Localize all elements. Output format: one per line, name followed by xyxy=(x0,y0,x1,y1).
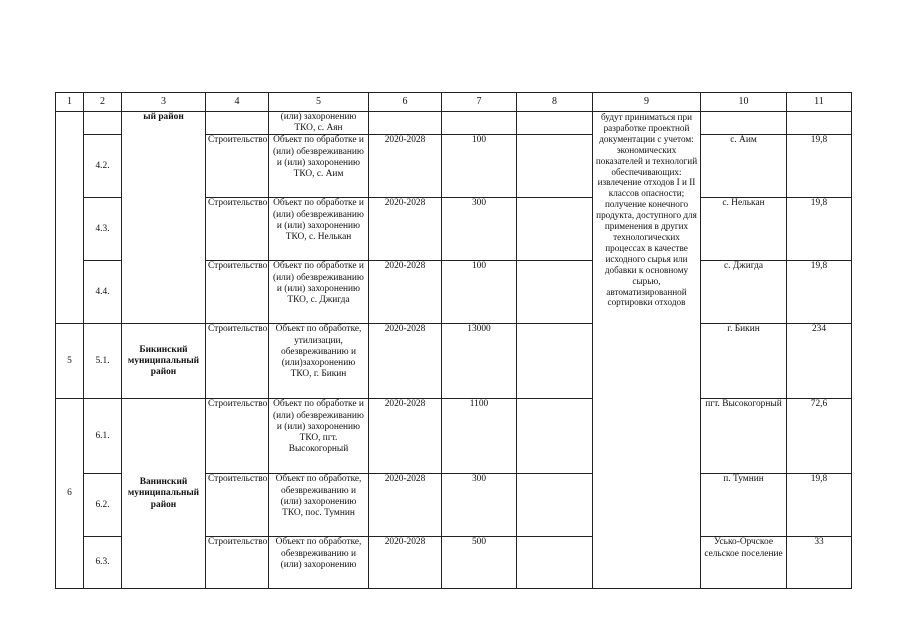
row-object: Объект по обработке и (или) обезвреживанию и (или) захоронению ТКО, с. Аим xyxy=(269,135,369,198)
row-id: 5.1. xyxy=(84,324,122,399)
header-cell: 6 xyxy=(369,93,442,112)
row-col8 xyxy=(517,261,593,324)
row-value: 19,8 xyxy=(787,474,852,537)
table-row xyxy=(56,399,852,474)
row-locality xyxy=(701,112,787,135)
district-name: ый район xyxy=(122,112,206,324)
row-capacity: 100 xyxy=(442,135,517,198)
row-type: Строительство xyxy=(206,474,269,537)
header-cell: 7 xyxy=(442,93,517,112)
header-cell: 5 xyxy=(269,93,369,112)
row-capacity: 1100 xyxy=(442,399,517,474)
row-locality: г. Бикин xyxy=(701,324,787,399)
row-locality: с. Аим xyxy=(701,135,787,198)
row-id: 4.4. xyxy=(84,261,122,324)
row-period: 2020-2028 xyxy=(369,261,442,324)
header-cell: 2 xyxy=(84,93,122,112)
row-id xyxy=(84,112,122,135)
row-locality: пгт. Высокогорный xyxy=(701,399,787,474)
row-locality: п. Тумнин xyxy=(701,474,787,537)
row-object: Объект по обработке и (или) обезвреживанию и (или) захоронению ТКО, пгт. Высокогорный xyxy=(269,399,369,474)
row-capacity: 300 xyxy=(442,474,517,537)
row-object: (или) захоронению ТКО, с. Аян xyxy=(269,112,369,135)
row-id: 6.2. xyxy=(84,474,122,537)
row-col8 xyxy=(517,135,593,198)
row-capacity: 500 xyxy=(442,537,517,589)
header-cell: 4 xyxy=(206,93,269,112)
row-type: Строительство xyxy=(206,198,269,261)
header-cell: 10 xyxy=(701,93,787,112)
row-id: 6.3. xyxy=(84,537,122,589)
row-period: 2020-2028 xyxy=(369,474,442,537)
row-object: Объект по обработке, обезвреживанию и (или) захоронению xyxy=(269,537,369,589)
header-row xyxy=(56,93,852,112)
group-number xyxy=(56,112,84,324)
row-capacity xyxy=(442,112,517,135)
row-value: 234 xyxy=(787,324,852,399)
row-id: 6.1. xyxy=(84,399,122,474)
row-value: 19,8 xyxy=(787,261,852,324)
row-object: Объект по обработке, обезвреживанию и (или) захоронению ТКО, пос. Тумнин xyxy=(269,474,369,537)
row-type: Строительство xyxy=(206,261,269,324)
row-value: 19,8 xyxy=(787,198,852,261)
row-type: Строительство xyxy=(206,537,269,589)
row-type: Строительство xyxy=(206,324,269,399)
row-type: Строительство xyxy=(206,135,269,198)
header-cell: 3 xyxy=(122,93,206,112)
district-name: Бикинский муниципальный район xyxy=(122,324,206,399)
row-capacity: 300 xyxy=(442,198,517,261)
row-object: Объект по обработке, утилизации, обезвреживанию и (или)захоронению ТКО, г. Бикин xyxy=(269,324,369,399)
row-capacity: 100 xyxy=(442,261,517,324)
header-cell: 9 xyxy=(593,93,701,112)
row-col8 xyxy=(517,537,593,589)
group-number: 6 xyxy=(56,399,84,589)
group-number: 5 xyxy=(56,324,84,399)
header-cell: 8 xyxy=(517,93,593,112)
row-value: 72,6 xyxy=(787,399,852,474)
row-value: 19,8 xyxy=(787,135,852,198)
row-value: 33 xyxy=(787,537,852,589)
row-value xyxy=(787,112,852,135)
row-period: 2020-2028 xyxy=(369,537,442,589)
row-col8 xyxy=(517,474,593,537)
row-period: 2020-2028 xyxy=(369,399,442,474)
row-locality: с. Джигда xyxy=(701,261,787,324)
table-row xyxy=(56,324,852,399)
row-locality: с. Нелькан xyxy=(701,198,787,261)
row-col8 xyxy=(517,324,593,399)
header-cell: 11 xyxy=(787,93,852,112)
row-period: 2020-2028 xyxy=(369,135,442,198)
row-period: 2020-2028 xyxy=(369,198,442,261)
row-period: 2020-2028 xyxy=(369,324,442,399)
row-type xyxy=(206,112,269,135)
row-period xyxy=(369,112,442,135)
row-capacity: 13000 xyxy=(442,324,517,399)
row-object: Объект по обработке и (или) обезвреживанию и (или) захоронению ТКО, с. Нелькан xyxy=(269,198,369,261)
row-col8 xyxy=(517,399,593,474)
table-row xyxy=(56,112,852,135)
row-object: Объект по обработке и (или) обезвреживанию и (или) захоронению ТКО, с. Джигда xyxy=(269,261,369,324)
header-cell: 1 xyxy=(56,93,84,112)
row-col8 xyxy=(517,198,593,261)
technology-description: будут приниматься при разработке проектной документации с учетом: экономических показателей и технологий обеспечивающих: извлечение отходов I и II классов опасности; получение конечного продукта, доступного для применения в других технологических процессах в качестве исходного сырья или добавки к основному сырью, автоматизированной сортировки отходов xyxy=(593,112,701,589)
row-type: Строительство xyxy=(206,399,269,474)
row-id: 4.3. xyxy=(84,198,122,261)
district-name: Ванинский муниципальный район xyxy=(122,399,206,589)
row-locality: Усько-Орчское сельское поселение xyxy=(701,537,787,589)
row-col8 xyxy=(517,112,593,135)
waste-facilities-table xyxy=(55,92,852,589)
row-id: 4.2. xyxy=(84,135,122,198)
